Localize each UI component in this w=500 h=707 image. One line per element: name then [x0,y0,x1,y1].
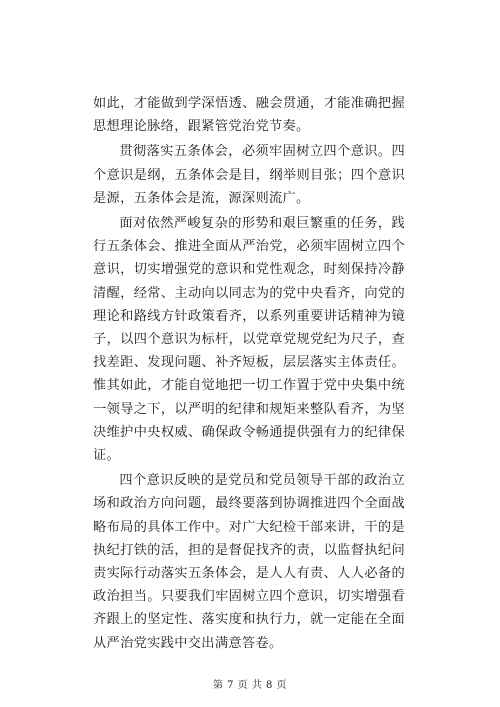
paragraph-continuation: 如此，才能做到学深悟透、融会贯通，才能准确把握思想理论脉络，跟紧管党治党节奏。 [93,96,405,135]
paragraph-political-stance: 四个意识反映的是党员和党员领导干部的政治立场和政治方向问题，最终要落到协调推进四个全面战略布局的具体工作中。对广大纪检干部来讲，干的是执纪打铁的活，担的是督促找齐的责，以监督执纪问责实际行动落实五条体会，是人人有责、人人必备的政治担当。只要我们牢固树立四个意识，切实增强看齐跟上的坚定性、落实度和执行力，就一定能在全面从严治党实践中交出满意答卷。 [93,473,405,651]
page-number-footer: 第 7 页 共 8 页 [212,680,288,691]
document-body [93,92,405,657]
paragraph-four-consciousness: 贯彻落实五条体会，必须牢固树立四个意识。四个意识是纲，五条体会是目，纲举则目张；四个意识是源，五条体会是流，源深则流广。 [93,144,405,206]
paragraph-strict-governance: 面对依然严峻复杂的形势和艰巨繁重的任务，践行五条体会、推进全面从严治党，必须牢固树立四个意识，切实增强党的意识和党性观念，时刻保持冷静清醒，经常、主动向以同志为的党中央看齐，向党的理论和路线方针政策看齐，以系列重要讲话精神为镜子，以四个意识为标杆，以党章党规党纪为尺子，查找差距、发现问题、补齐短板，层层落实主体责任。惟其如此，才能自觉地把一切工作置于党中央集中统一领导之下，以严明的纪律和规矩来整队看齐，为坚决维护中央权威、确保政令畅通提供强有力的纪律保证。 [93,216,405,464]
